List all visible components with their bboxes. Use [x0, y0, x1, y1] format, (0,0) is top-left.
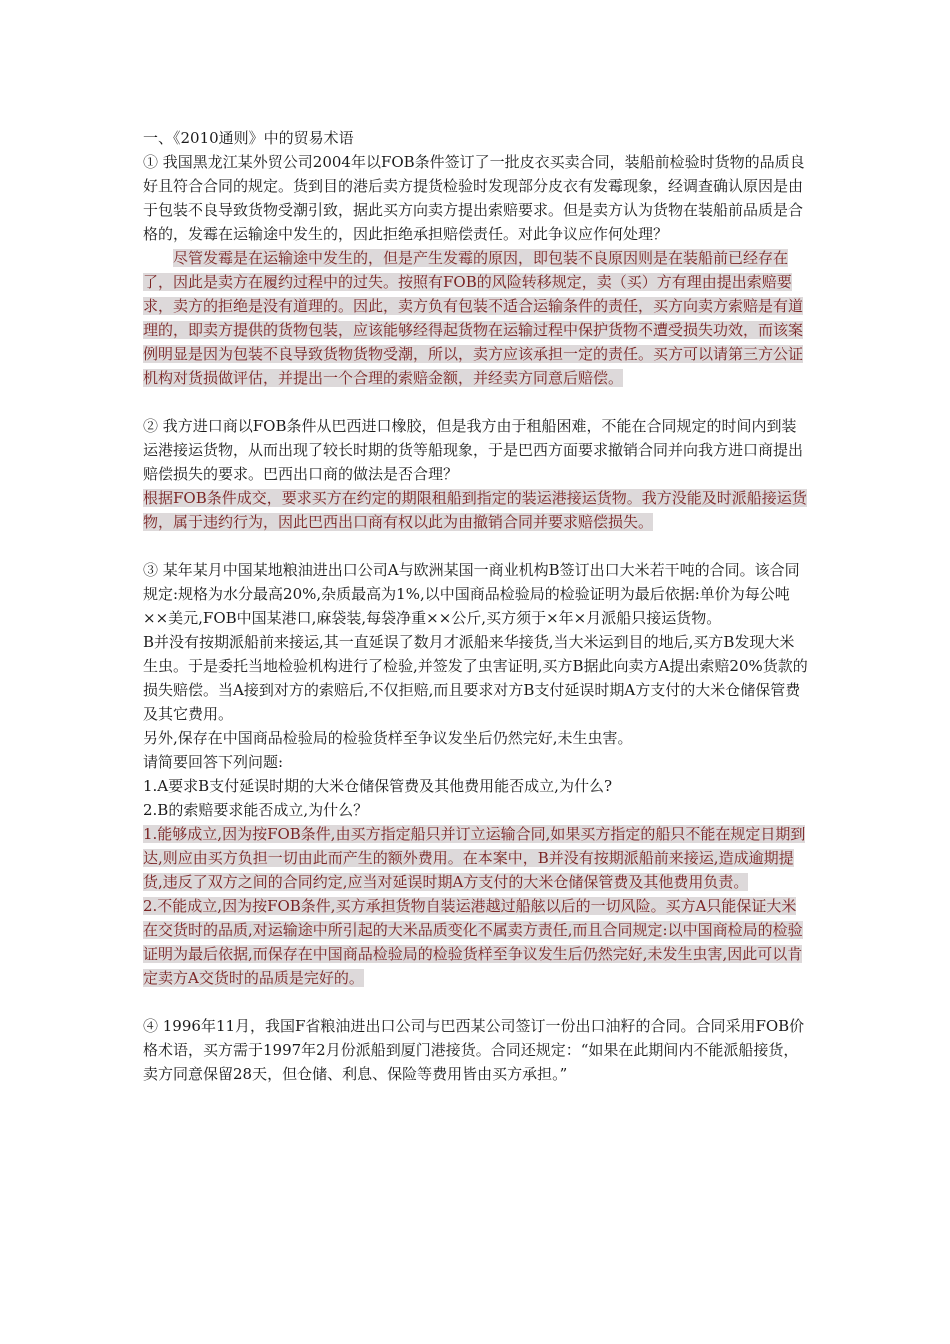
case1-question: ① 我国黑龙江某外贸公司2004年以FOB条件签订了一批皮衣买卖合同，装船前检验时货物的品质良好且符合合同的规定。货到目的港后卖方提货检验时发现部分皮衣有发霉现象，经调查确认原因是由于包装不良导致货物受潮引致，据此买方向卖方提出索赔要求。但是卖方认为货物在装船前品质是合格的，发霉在运输途中发生的，因此拒绝承担赔偿责任。对此争议应作何处理？ — [143, 153, 805, 243]
spacer — [143, 990, 809, 1014]
case3-answer-1-text: 1.能够成立,因为按FOB条件,由买方指定船只并订立运输合同,如果买方指定的船只不能在规定日期到达,则应由买方负担一切由此而产生的额外费用。在本案中，B并没有按期派船前来接运,造成逾期提货,违反了双方之间的合同约定,应当对延误时期A方支付的大米仓储保管费及其他费用负责。 — [143, 825, 806, 891]
case3-paragraph-3: 另外,保存在中国商品检验局的检验货样至争议发坐后仍然完好,未生虫害。 — [143, 729, 633, 747]
case1-answer-text: 尽管发霉是在运输途中发生的，但是产生发霉的原因，即包装不良原因则是在装船前已经存在了，因此是卖方在履约过程中的过失。按照有FOB的风险转移规定，卖（买）方有理由提出索赔要求，卖方的拒绝是没有道理的。因此，卖方负有包装不适合运输条件的责任，买方向卖方索赔是有道理的，即卖方提供的货物包装，应该能够经得起货物在运输过程中保护货物不遭受损失功效，而该案例明显是因为包装不良导致货物货物受潮，所以，卖方应该承担一定的责任。买方可以请第三方公证机构对货损做评估，并提出一个合理的索赔金额，并经卖方同意后赔偿。 — [143, 249, 804, 387]
case2-answer — [143, 486, 809, 534]
case3-question-1: 1.A要求B支付延误时期的大米仓储保管费及其他费用能否成立,为什么? — [143, 777, 612, 795]
case4-question: ④ 1996年11月，我国F省粮油进出口公司与巴西某公司签订一份出口油籽的合同。合同采用FOB价格术语，买方需于1997年2月份派船到厦门港接货。合同还规定：“如果在此期间内不能派船接货，卖方同意保留28天，但仓储、利息、保险等费用皆由买方承担。” — [143, 1017, 805, 1083]
case3-paragraph-1: ③ 某年某月中国某地粮油进出口公司A与欧洲某国一商业机构B签订出口大米若干吨的合同。该合同规定:规格为水分最高20%,杂质最高为1%,以中国商品检验局的检验证明为最后依据:单价为每公吨××美元,FOB中国某港口,麻袋装,每袋净重××公斤,买方须于×年×月派船只接运货物。 — [143, 561, 800, 627]
case3-prompt: 请简要回答下列问题: — [143, 753, 284, 771]
case3-paragraph-2: B并没有按期派船前来接运,其一直延误了数月才派船来华接货,当大米运到目的地后,买方B发现大米生虫。于是委托当地检验机构进行了检验,并签发了虫害证明,买方B据此向卖方A提出索赔20%货款的损失赔偿。当A接到对方的索赔后,不仅拒赔,而且要求对方B支付延误时期A方支付的大米仓储保管费及其它费用。 — [143, 633, 808, 723]
case3-answer-2 — [143, 894, 809, 990]
case3-question-2: 2.B的索赔要求能否成立,为什么？ — [143, 801, 369, 819]
case2-answer-text: 根据FOB条件成交，要求买方在约定的期限租船到指定的装运港接运货物。我方没能及时派船接运货物，属于违约行为，因此巴西出口商有权以此为由撤销合同并要求赔偿损失。 — [143, 489, 807, 531]
case2-question: ② 我方进口商以FOB条件从巴西进口橡胶，但是我方由于租船困难，不能在合同规定的时间内到装运港接运货物，从而出现了较长时期的货等船现象，于是巴西方面要求撤销合同并向我方进口商提出赔偿损失的要求。巴西出口商的做法是否合理？ — [143, 417, 804, 483]
case1-answer — [143, 246, 809, 390]
spacer — [143, 390, 809, 414]
spacer — [143, 534, 809, 558]
section-heading: 一、《2010通则》中的贸易术语 — [143, 129, 354, 147]
case3-answer-2-text: 2.不能成立,因为按FOB条件,买方承担货物自装运港越过船舷以后的一切风险。买方A只能保证大米在交货时的品质,对运输途中所引起的大米品质变化不属卖方责任,而且合同规定:以中国商检局的检验证明为最后依据,而保存在中国商品检验局的检验货样至争议发生后仍然完好,未发生虫害,因此可以肯定卖方A交货时的品质是完好的。 — [143, 897, 803, 987]
document-body — [143, 126, 809, 1086]
case3-answer-1 — [143, 822, 809, 894]
